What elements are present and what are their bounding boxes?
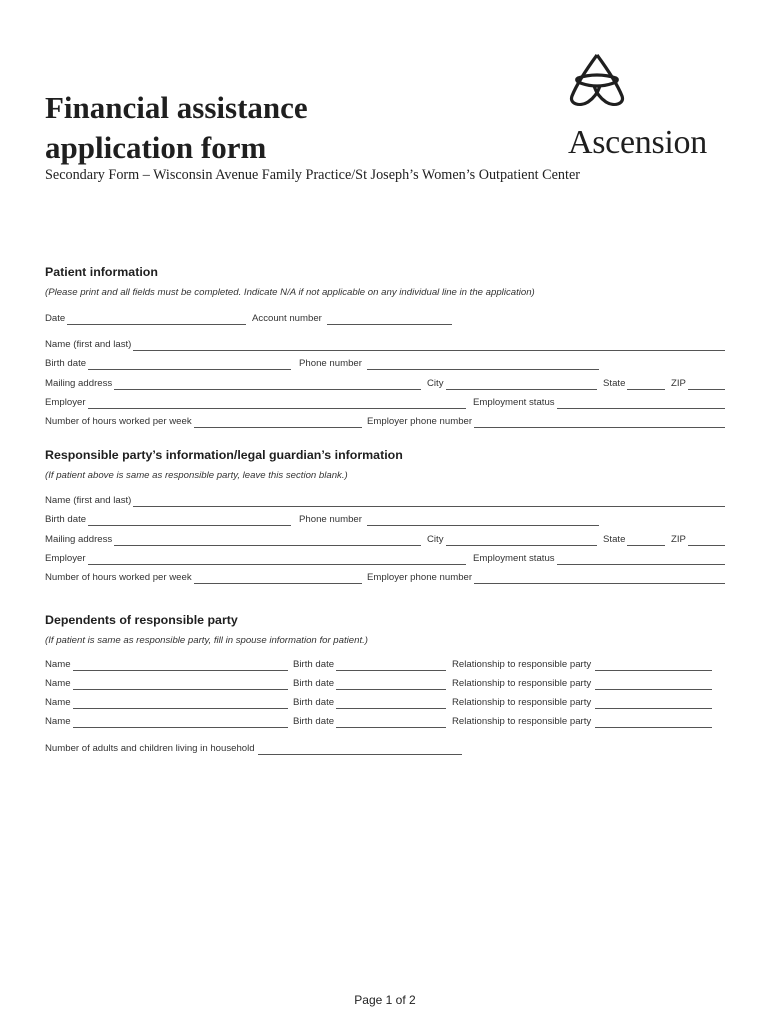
form-title-line1: Financial assistance [45, 90, 308, 125]
ascension-trefoil-icon [566, 52, 628, 108]
responsible-row-address [45, 532, 725, 546]
dependent-relationship-field[interactable]: Relationship to responsible party [452, 714, 712, 728]
responsible-employer-field[interactable]: Employer [45, 551, 466, 565]
responsible-zip-field[interactable]: ZIP [671, 532, 725, 546]
date-field[interactable]: Date [45, 311, 246, 325]
dependent-relationship-field[interactable]: Relationship to responsible party [452, 676, 712, 690]
patient-section-note: (Please print and all fields must be completed. Indicate N/A if not applicable on any individual line in the application) [45, 287, 535, 298]
responsible-row-employer [45, 551, 725, 565]
dependent-birth-date-field[interactable]: Birth date [293, 695, 446, 709]
patient-zip-field[interactable]: ZIP [671, 376, 725, 390]
patient-section-title: Patient information [45, 265, 158, 279]
responsible-mailing-address-field[interactable]: Mailing address [45, 532, 421, 546]
page-number: Page 1 of 2 [354, 993, 416, 1007]
responsible-row-hours [45, 570, 725, 584]
patient-row-hours [45, 414, 725, 428]
dependent-name-field[interactable]: Name [45, 714, 288, 728]
dependent-name-field[interactable]: Name [45, 695, 288, 709]
responsible-row-name [45, 493, 725, 507]
patient-row-date [45, 311, 725, 325]
dependent-row [45, 714, 725, 728]
patient-row-birth [45, 356, 725, 370]
patient-employer-field[interactable]: Employer [45, 395, 466, 409]
responsible-section-note: (If patient above is same as responsible party, leave this section blank.) [45, 470, 348, 481]
responsible-phone-field[interactable]: Phone number [299, 512, 599, 526]
dependent-name-field[interactable]: Name [45, 676, 288, 690]
responsible-row-birth [45, 512, 725, 526]
dependent-row [45, 676, 725, 690]
patient-employer-phone-field[interactable]: Employer phone number [367, 414, 725, 428]
responsible-hours-field[interactable]: Number of hours worked per week [45, 570, 362, 584]
dependent-name-field[interactable]: Name [45, 657, 288, 671]
responsible-city-field[interactable]: City [427, 532, 597, 546]
dependent-birth-date-field[interactable]: Birth date [293, 657, 446, 671]
patient-phone-field[interactable]: Phone number [299, 356, 599, 370]
form-title-line2: application form [45, 130, 267, 165]
household-row [45, 741, 725, 755]
patient-row-name [45, 337, 725, 351]
account-number-field[interactable]: Account number [252, 311, 452, 325]
dependent-birth-date-field[interactable]: Birth date [293, 714, 446, 728]
responsible-birth-date-field[interactable]: Birth date [45, 512, 291, 526]
dependent-row [45, 657, 725, 671]
dependents-section-title: Dependents of responsible party [45, 613, 238, 627]
patient-hours-field[interactable]: Number of hours worked per week [45, 414, 362, 428]
responsible-name-field[interactable]: Name (first and last) [45, 493, 725, 507]
patient-birth-date-field[interactable]: Birth date [45, 356, 291, 370]
patient-row-employer [45, 395, 725, 409]
form-subtitle: Secondary Form – Wisconsin Avenue Family Practice/St Joseph’s Women’s Outpatient Center [45, 167, 580, 183]
dependent-relationship-field[interactable]: Relationship to responsible party [452, 657, 712, 671]
dependents-section-note: (If patient is same as responsible party, fill in spouse information for patient.) [45, 635, 368, 646]
responsible-employment-status-field[interactable]: Employment status [473, 551, 725, 565]
brand-name: Ascension [568, 124, 707, 161]
patient-row-address [45, 376, 725, 390]
responsible-section-title: Responsible party’s information/legal guardian’s information [45, 448, 403, 462]
responsible-employer-phone-field[interactable]: Employer phone number [367, 570, 725, 584]
responsible-state-field[interactable]: State [603, 532, 665, 546]
patient-city-field[interactable]: City [427, 376, 597, 390]
dependent-row [45, 695, 725, 709]
dependent-relationship-field[interactable]: Relationship to responsible party [452, 695, 712, 709]
patient-name-field[interactable]: Name (first and last) [45, 337, 725, 351]
patient-employment-status-field[interactable]: Employment status [473, 395, 725, 409]
household-count-field[interactable]: Number of adults and children living in household [45, 741, 462, 755]
patient-mailing-address-field[interactable]: Mailing address [45, 376, 421, 390]
form-title [45, 88, 308, 168]
patient-state-field[interactable]: State [603, 376, 665, 390]
dependent-birth-date-field[interactable]: Birth date [293, 676, 446, 690]
